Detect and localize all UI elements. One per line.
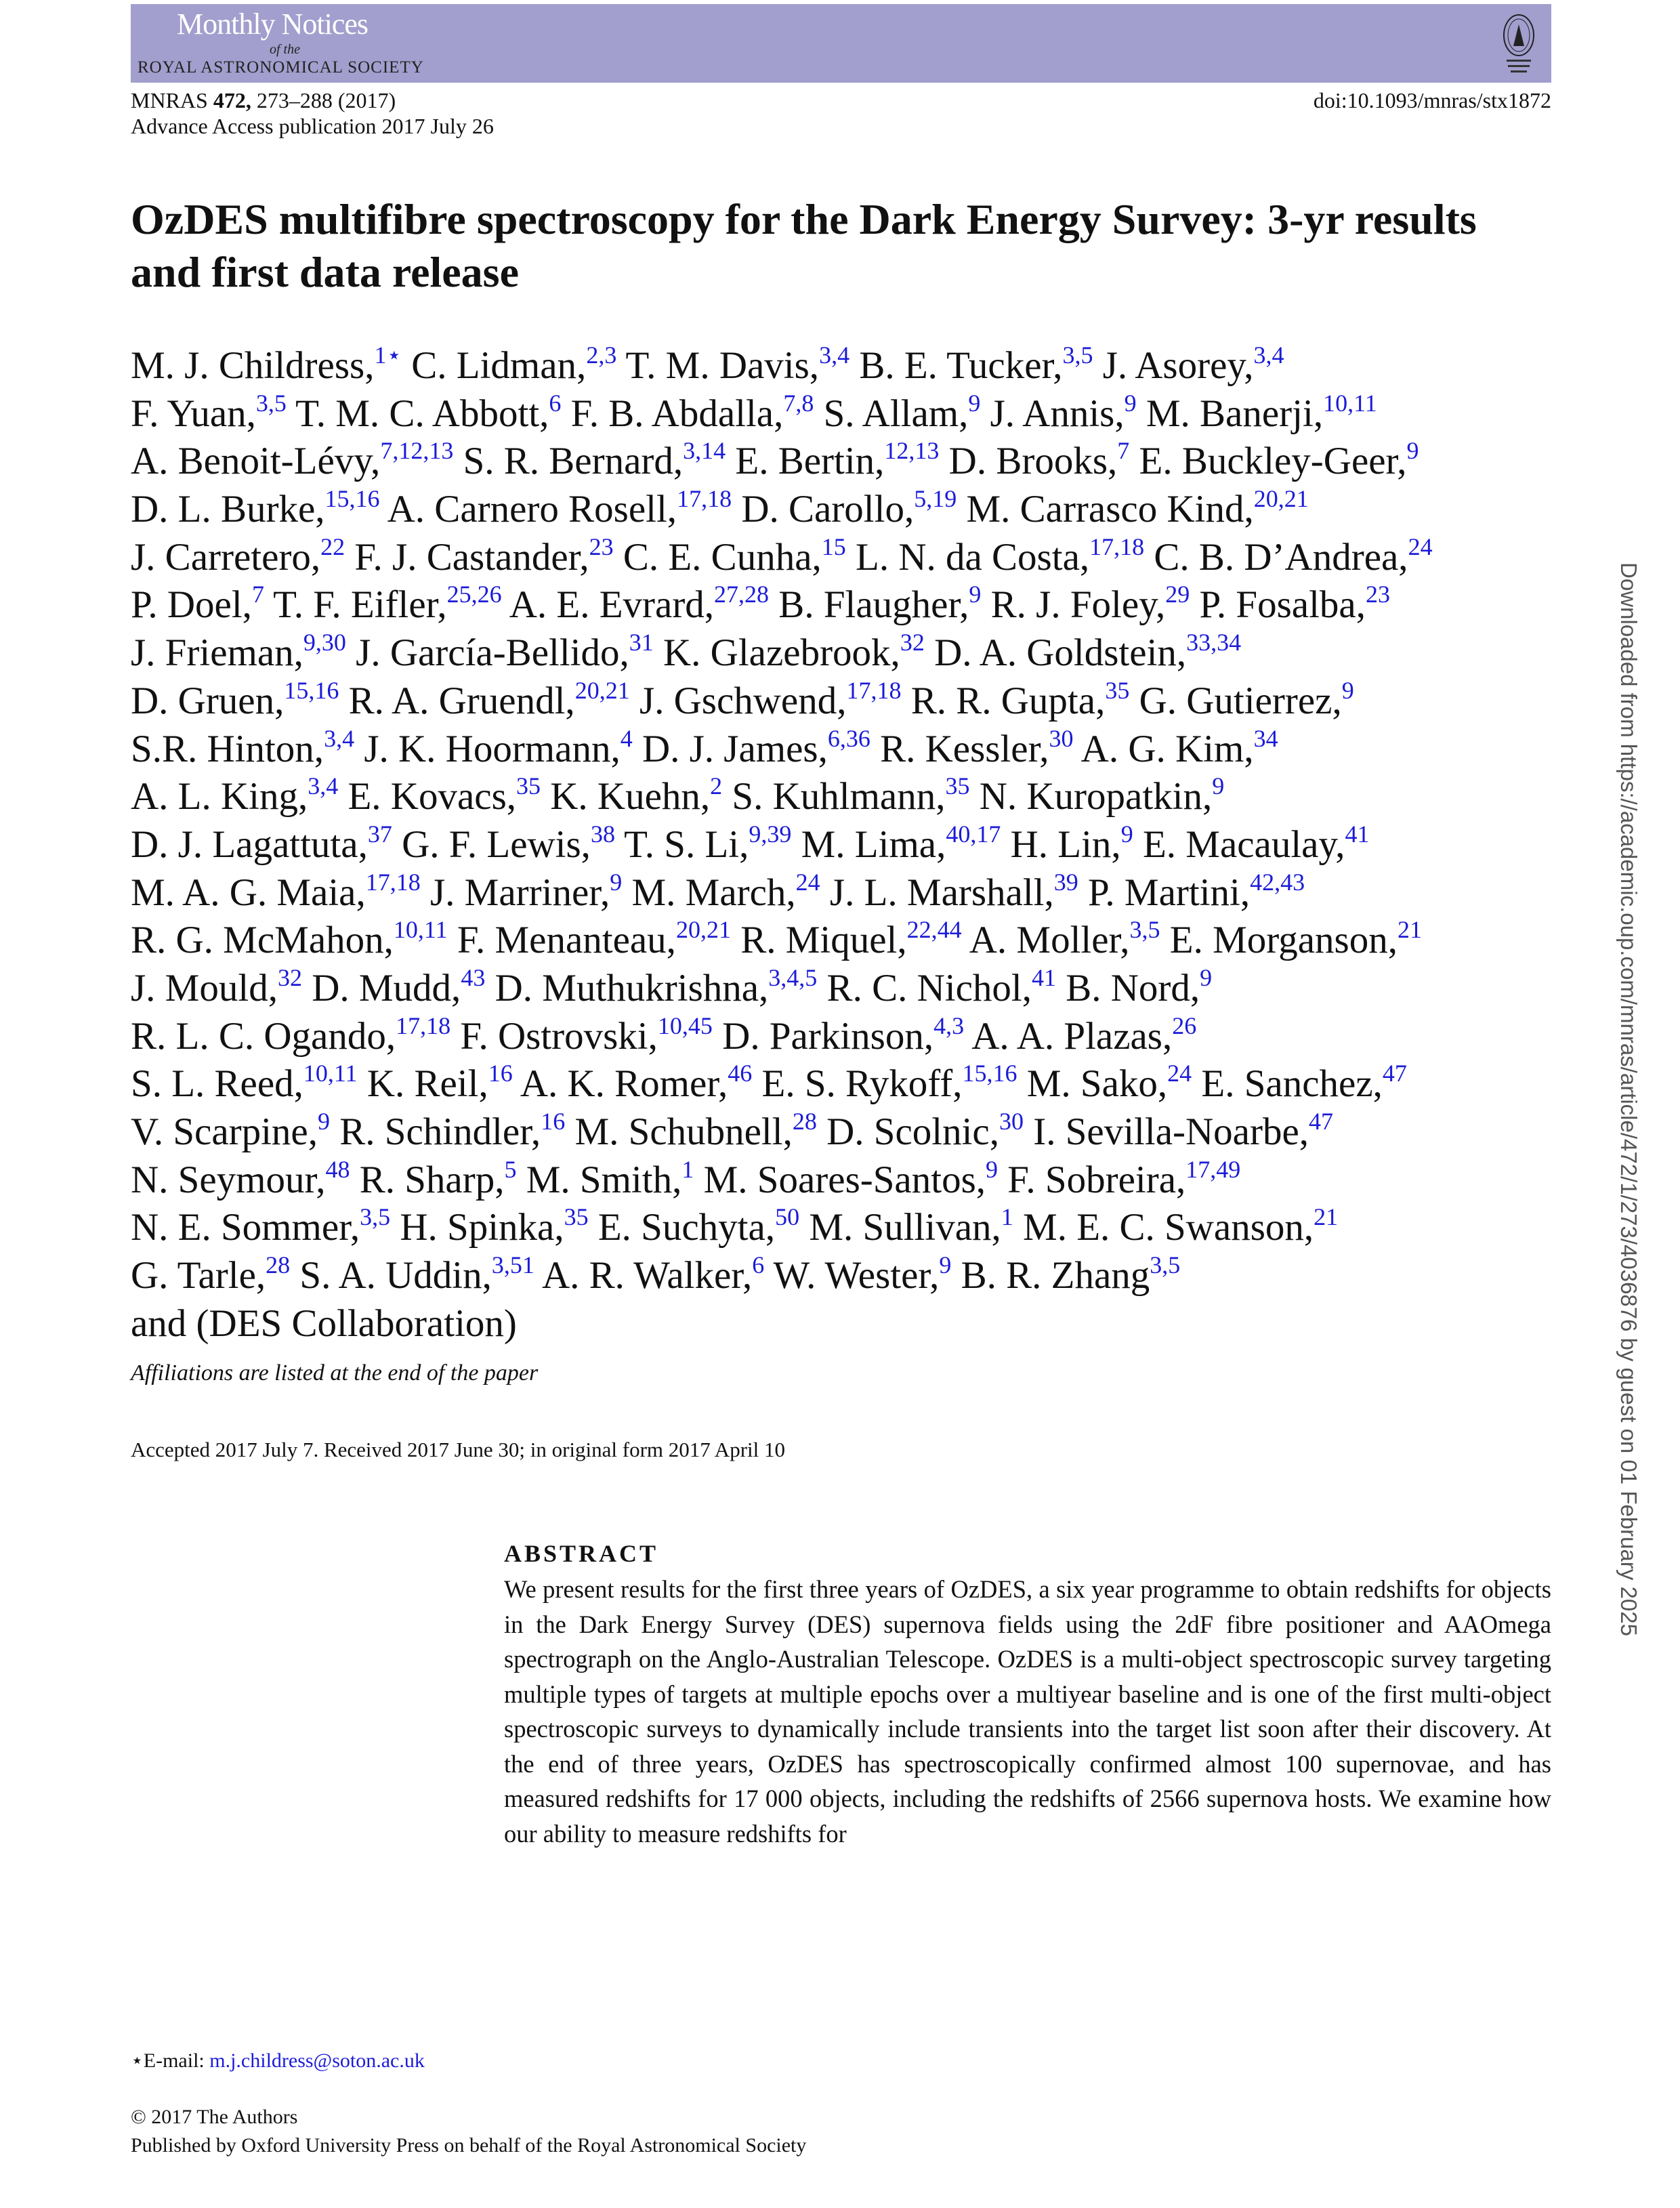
affiliation-ref-link[interactable]: 3,4 — [324, 724, 355, 752]
author: S. Allam, — [823, 392, 969, 435]
author: D. Brooks, — [948, 440, 1118, 483]
affiliation-ref-link[interactable]: 9 — [610, 868, 623, 896]
affiliation-ref-link[interactable]: 9 — [1341, 676, 1354, 704]
author: N. Seymour, — [131, 1158, 326, 1201]
affiliation-ref-link[interactable]: 7 — [251, 581, 264, 608]
affiliation-ref-link[interactable]: 3,5 — [1062, 341, 1093, 369]
author-line — [131, 1204, 1433, 1252]
author: P. Martini, — [1088, 871, 1251, 914]
affiliation-ref-link[interactable]: 9 — [1212, 772, 1225, 800]
affiliation-ref-link[interactable]: 9 — [317, 1108, 330, 1135]
author: E. Bertin, — [735, 440, 885, 483]
author: S. A. Uddin, — [299, 1254, 492, 1297]
affiliation-ref-link[interactable]: 21 — [1397, 916, 1422, 944]
paper-title: OzDES multifibre spectroscopy for the Dark Energy Survey: 3-yr results and first data release — [131, 195, 1477, 296]
author: E. Buckley-Geer, — [1139, 440, 1407, 483]
author: K. Reil, — [366, 1062, 488, 1106]
author-line — [131, 534, 1433, 582]
author: S. R. Bernard, — [463, 440, 684, 483]
affiliation-ref-link[interactable]: 46 — [728, 1060, 753, 1087]
affiliation-ref-link[interactable]: 17,18 — [1089, 533, 1145, 560]
affiliation-ref-link[interactable]: 3,51 — [491, 1251, 534, 1279]
affiliation-ref-link[interactable]: 25,26 — [446, 581, 502, 608]
author: A. Benoit-Lévy, — [131, 440, 381, 483]
author: S.R. Hinton, — [131, 727, 324, 770]
affiliation-ref-link[interactable]: 15,16 — [962, 1060, 1017, 1087]
author: A. K. Romer, — [520, 1062, 728, 1106]
affiliation-ref-link[interactable]: 10,11 — [393, 916, 448, 944]
author: and (DES Collaboration) — [131, 1301, 517, 1345]
copyright-block — [131, 2103, 806, 2160]
author: F. B. Abdalla, — [570, 392, 784, 435]
affiliation-ref-link[interactable]: 3,4 — [308, 772, 339, 800]
download-watermark: Downloaded from https://academic.oup.com/mnras/article/472/1/273/4036876 by guest on 01 February 2025 — [1616, 562, 1641, 1636]
author: E. Kovacs, — [348, 775, 516, 818]
affiliation-ref-link[interactable]: 35 — [945, 772, 970, 800]
affiliation-ref-link[interactable]: 9 — [968, 389, 981, 417]
affiliation-ref-link[interactable]: 3,4 — [1253, 341, 1284, 369]
author: I. Sevilla-Noarbe, — [1033, 1110, 1309, 1153]
journal-of-the: of the — [270, 42, 300, 57]
affiliation-ref-link[interactable]: 29 — [1165, 581, 1190, 608]
author: A. R. Walker, — [541, 1254, 753, 1297]
author: E. Morganson, — [1169, 919, 1398, 962]
author: E. Suchyta, — [597, 1206, 776, 1249]
affiliation-ref-link[interactable]: 23 — [589, 533, 614, 560]
affiliation-ref-link[interactable]: 6 — [752, 1251, 765, 1279]
author: J. Carretero, — [131, 535, 321, 579]
author: J. K. Hoormann, — [364, 727, 621, 770]
author: J. Frieman, — [131, 631, 303, 675]
author-line — [131, 917, 1433, 965]
author: A. G. Kim, — [1080, 727, 1254, 770]
journal-banner — [131, 4, 1551, 83]
affiliation-ref-link[interactable]: 16 — [488, 1060, 513, 1087]
author: M. Sullivan, — [809, 1206, 1001, 1249]
author: M. Soares-Santos, — [703, 1158, 986, 1201]
author: R. R. Gupta, — [910, 679, 1106, 722]
affiliation-ref-link[interactable]: 12,13 — [884, 437, 940, 465]
author: M. E. C. Swanson, — [1023, 1206, 1314, 1249]
author: A. Moller, — [969, 919, 1130, 962]
affiliation-ref-link[interactable]: 4 — [620, 724, 633, 752]
author: M. Banerji, — [1146, 392, 1324, 435]
affiliation-ref-link[interactable]: 17,18 — [396, 1012, 451, 1039]
affiliation-ref-link[interactable]: 37 — [367, 820, 392, 848]
author: K. Glazebrook, — [663, 631, 900, 675]
affiliation-ref-link[interactable]: 48 — [325, 1155, 350, 1183]
affiliation-ref-link[interactable]: 9 — [969, 581, 982, 608]
author-line — [131, 1013, 1433, 1061]
author: W. Wester, — [773, 1254, 940, 1297]
affiliation-ref-link[interactable]: 38 — [590, 820, 615, 848]
affiliation-ref-link[interactable]: 32 — [900, 629, 925, 657]
affiliation-ref-link[interactable]: 33,34 — [1186, 629, 1242, 657]
affiliation-ref-link[interactable]: 10,11 — [303, 1060, 358, 1087]
author: D. J. Lagattuta, — [131, 822, 368, 866]
author: J. Annis, — [990, 392, 1125, 435]
affiliation-ref-link[interactable]: 35 — [1105, 676, 1130, 704]
author: M. A. G. Maia, — [131, 871, 366, 914]
affiliation-ref-link[interactable]: 31 — [629, 629, 654, 657]
author: H. Lin, — [1010, 822, 1121, 866]
author: R. G. McMahon, — [131, 919, 394, 962]
author: D. J. James, — [642, 727, 828, 770]
author: B. Flaugher, — [778, 583, 969, 627]
author-line — [131, 486, 1433, 534]
author: S. Kuhlmann, — [732, 775, 946, 818]
author: R. Sharp, — [359, 1158, 505, 1201]
affiliation-ref-link[interactable]: 43 — [461, 963, 486, 991]
affiliation-ref-link[interactable]: 35 — [564, 1203, 589, 1231]
author: F. J. Castander, — [354, 535, 589, 579]
author: N. E. Sommer, — [131, 1206, 360, 1249]
author: D. Scolnic, — [826, 1110, 999, 1153]
author-list — [131, 342, 1433, 1348]
affiliation-ref-link[interactable]: 10,11 — [1323, 389, 1377, 417]
author: A. E. Evrard, — [509, 583, 715, 627]
affiliations-note: Affiliations are listed at the end of the paper — [131, 1360, 539, 1386]
affiliation-ref-link[interactable]: 9 — [986, 1155, 999, 1183]
affiliation-ref-link[interactable]: 21 — [1314, 1203, 1339, 1231]
author-line — [131, 1252, 1433, 1300]
affiliation-ref-link[interactable]: 22 — [320, 533, 345, 560]
author: J. Asorey, — [1102, 344, 1254, 387]
author: E. Sanchez, — [1201, 1062, 1383, 1106]
affiliation-ref-link[interactable]: 27,28 — [714, 581, 770, 608]
affiliation-ref-link[interactable]: 17,18 — [846, 676, 902, 704]
affiliation-ref-link[interactable]: 34 — [1253, 724, 1278, 752]
abstract-heading: ABSTRACT — [504, 1540, 659, 1567]
author-line — [131, 581, 1433, 629]
author: D. Carollo, — [741, 488, 915, 531]
author: A. L. King, — [131, 775, 308, 818]
affiliation-ref-link[interactable]: 35 — [516, 772, 541, 800]
author: B. Nord, — [1066, 966, 1200, 1009]
author: M. J. Childress, — [131, 344, 375, 387]
affiliation-ref-link[interactable]: 6,36 — [827, 724, 870, 752]
journal-name: Monthly Notices — [177, 7, 368, 41]
author-line — [131, 1108, 1433, 1157]
affiliation-ref-link[interactable]: 9 — [1406, 437, 1419, 465]
affiliation-ref-link[interactable]: 9 — [1120, 820, 1133, 848]
author: T. M. C. Abbott, — [295, 392, 549, 435]
affiliation-ref-link[interactable]: 9,39 — [749, 820, 792, 848]
author-line — [131, 629, 1433, 678]
author: M. Sako, — [1026, 1062, 1168, 1106]
author: E. Macaulay, — [1142, 822, 1345, 866]
author: D. A. Goldstein, — [934, 631, 1187, 675]
author: F. Ostrovski, — [460, 1014, 658, 1058]
journal-society: ROYAL ASTRONOMICAL SOCIETY — [138, 58, 424, 77]
author: D. Parkinson, — [722, 1014, 934, 1058]
author-line — [131, 342, 1433, 390]
author: F. Sobreira, — [1007, 1158, 1186, 1201]
author: J. García-Bellido, — [356, 631, 629, 675]
affiliation-ref-link[interactable]: 9 — [1200, 963, 1213, 991]
affiliation-ref-link[interactable]: 42,43 — [1250, 868, 1305, 896]
affiliation-ref-link[interactable]: 24 — [1408, 533, 1433, 560]
advance-access: Advance Access publication 2017 July 26 — [131, 114, 494, 138]
author: C. E. Cunha, — [623, 535, 822, 579]
author: M. Schubnell, — [574, 1110, 793, 1153]
author: V. Scarpine, — [131, 1110, 318, 1153]
affiliation-ref-link[interactable]: 3,14 — [683, 437, 726, 465]
author: A. Carnero Rosell, — [387, 488, 677, 531]
author: F. Menanteau, — [457, 919, 676, 962]
affiliation-ref-link[interactable]: 15,16 — [284, 676, 339, 704]
affiliation-ref-link[interactable]: 41 — [1031, 963, 1056, 991]
affiliation-ref-link[interactable]: 17,18 — [677, 485, 732, 513]
affiliation-ref-link[interactable]: 26 — [1172, 1012, 1197, 1039]
affiliation-ref-link[interactable]: 41 — [1345, 820, 1370, 848]
affiliation-ref-link[interactable]: 1⋆ — [374, 341, 402, 369]
affiliation-ref-link[interactable]: 16 — [541, 1108, 566, 1135]
author: J. Marriner, — [429, 871, 610, 914]
affiliation-ref-link[interactable]: 17,18 — [365, 868, 421, 896]
affiliation-ref-link[interactable]: 32 — [277, 963, 302, 991]
affiliation-ref-link[interactable]: 3,5 — [255, 389, 287, 417]
author: D. Muthukrishna, — [495, 966, 769, 1009]
affiliation-ref-link[interactable]: 3,4 — [819, 341, 850, 369]
author-line — [131, 965, 1433, 1013]
affiliation-ref-link[interactable]: 2,3 — [586, 341, 617, 369]
publisher: Published by Oxford University Press on behalf of the Royal Astronomical Society — [131, 2134, 807, 2157]
author: L. N. da Costa, — [856, 535, 1090, 579]
author: M. March, — [631, 871, 796, 914]
author: T. F. Eifler, — [273, 583, 447, 627]
author-line — [131, 678, 1433, 726]
affiliation-ref-link[interactable]: 7,12,13 — [380, 437, 454, 465]
author: G. Tarle, — [131, 1254, 266, 1297]
affiliation-ref-link[interactable]: 47 — [1309, 1108, 1333, 1135]
affiliation-ref-link[interactable]: 9,30 — [303, 629, 346, 657]
affiliation-ref-link[interactable]: 28 — [792, 1108, 817, 1135]
author: F. Yuan, — [131, 392, 256, 435]
author: R. C. Nichol, — [826, 966, 1032, 1009]
author-line — [131, 1300, 1433, 1348]
author: B. R. Zhang — [961, 1254, 1150, 1297]
author: R. Miquel, — [740, 919, 907, 962]
doi[interactable]: doi:10.1093/mnras/stx1872 — [1313, 88, 1551, 112]
author: P. Fosalba, — [1199, 583, 1366, 627]
author: E. S. Rykoff, — [761, 1062, 963, 1106]
author-line — [131, 821, 1433, 869]
affiliation-ref-link[interactable]: 20,21 — [1253, 485, 1309, 513]
affiliation-ref-link[interactable]: 24 — [795, 868, 820, 896]
author: R. Kessler, — [880, 727, 1049, 770]
author-line — [131, 390, 1433, 438]
copyright: © 2017 The Authors — [131, 2106, 298, 2128]
affiliation-ref-link[interactable]: 30 — [1049, 724, 1074, 752]
affiliation-ref-link[interactable]: 4,3 — [933, 1012, 965, 1039]
author: D. Gruen, — [131, 679, 285, 722]
affiliation-ref-link[interactable]: 39 — [1053, 868, 1078, 896]
author: R. L. C. Ogando, — [131, 1014, 396, 1058]
footnote-email: ⋆E-mail: m.j.childress@soton.ac.uk — [131, 2049, 425, 2072]
affiliation-ref-link[interactable]: 7 — [1117, 437, 1130, 465]
author: S. L. Reed, — [131, 1062, 303, 1106]
affiliation-ref-link[interactable]: 9 — [1124, 389, 1137, 417]
author: P. Doel, — [131, 583, 252, 627]
author-line — [131, 726, 1433, 774]
author: N. Kuropatkin, — [979, 775, 1213, 818]
author: R. A. Gruendl, — [348, 679, 575, 722]
author: D. Mudd, — [312, 966, 461, 1009]
affiliation-ref-link[interactable]: 1 — [1001, 1203, 1013, 1231]
author: R. J. Foley, — [990, 583, 1166, 627]
affiliation-ref-link[interactable]: 20,21 — [675, 916, 731, 944]
ras-seal-logo — [1497, 12, 1540, 80]
author: R. Schindler, — [339, 1110, 541, 1153]
citation: MNRAS 472, 273–288 (2017) — [131, 88, 396, 112]
affiliation-ref-link[interactable]: 5,19 — [914, 485, 957, 513]
affiliation-ref-link[interactable]: 17,49 — [1185, 1155, 1241, 1183]
affiliation-ref-link[interactable]: 3,4,5 — [768, 963, 818, 991]
author: C. Lidman, — [411, 344, 587, 387]
author-line — [131, 1060, 1433, 1108]
affiliation-ref-link[interactable]: 40,17 — [946, 820, 1001, 848]
author-line — [131, 438, 1433, 486]
author: G. Gutierrez, — [1139, 679, 1342, 722]
affiliation-ref-link[interactable]: 23 — [1365, 581, 1390, 608]
affiliation-ref-link[interactable]: 22,44 — [906, 916, 962, 944]
affiliation-ref-link[interactable]: 20,21 — [574, 676, 630, 704]
author: J. L. Marshall, — [829, 871, 1054, 914]
author: C. B. D’Andrea, — [1154, 535, 1408, 579]
author-line — [131, 773, 1433, 821]
author: M. Lima, — [801, 822, 946, 866]
author: H. Spinka, — [400, 1206, 564, 1249]
author: M. Carrasco Kind, — [966, 488, 1254, 531]
author: K. Kuehn, — [550, 775, 711, 818]
affiliation-ref-link[interactable]: 7,8 — [783, 389, 814, 417]
affiliation-ref-link[interactable]: 28 — [266, 1251, 291, 1279]
author: B. E. Tucker, — [859, 344, 1063, 387]
affiliation-ref-link[interactable]: 10,45 — [657, 1012, 713, 1039]
affiliation-ref-link[interactable]: 15 — [821, 533, 846, 560]
author: T. M. Davis, — [625, 344, 820, 387]
affiliation-ref-link[interactable]: 3,5 — [360, 1203, 391, 1231]
author: M. Smith, — [526, 1158, 682, 1201]
author: J. Mould, — [131, 966, 278, 1009]
author-line — [131, 1157, 1433, 1205]
affiliation-ref-link[interactable]: 30 — [999, 1108, 1024, 1135]
affiliation-ref-link[interactable]: 9 — [939, 1251, 952, 1279]
author: T. S. Li, — [624, 822, 749, 866]
affiliation-ref-link[interactable]: 1 — [681, 1155, 694, 1183]
abstract-text: We present results for the first three years of OzDES, a six year programme to obtain redshifts for objects in the Dark Energy Survey (DES) supernova fields using the 2dF fibre positioner and AAOmega spectrograph on the Anglo-Australian Telescope. OzDES is a multi-object spectroscopic survey targeting multiple types of targets at multiple epochs over a multiyear baseline and is one of the first multi-object spectroscopic surveys to dynamically include transients into the target list soon after their discovery. At the end of three years, OzDES has spectroscopically confirmed almost 100 supernovae, and has measured redshifts for 17 000 objects, including the redshifts of 2566 supernova hosts. We examine how our ability to measure redshifts for — [504, 1575, 1551, 1848]
affiliation-ref-link[interactable]: 6 — [549, 389, 562, 417]
affiliation-ref-link[interactable]: 47 — [1382, 1060, 1407, 1087]
received-dates: Accepted 2017 July 7. Received 2017 June 30; in original form 2017 April 10 — [131, 1438, 785, 1461]
affiliation-ref-link[interactable]: 5 — [504, 1155, 517, 1183]
affiliation-ref-link[interactable]: 24 — [1167, 1060, 1192, 1087]
author: A. A. Plazas, — [971, 1014, 1173, 1058]
affiliation-ref-link[interactable]: 3,5 — [1150, 1251, 1181, 1279]
author: J. Gschwend, — [639, 679, 847, 722]
author-line — [131, 869, 1433, 917]
author: G. F. Lewis, — [402, 822, 591, 866]
affiliation-ref-link[interactable]: 3,5 — [1129, 916, 1160, 944]
email-link[interactable]: m.j.childress@soton.ac.uk — [209, 2049, 425, 2072]
affiliation-ref-link[interactable]: 50 — [775, 1203, 800, 1231]
affiliation-ref-link[interactable]: 2 — [710, 772, 723, 800]
affiliation-ref-link[interactable]: 15,16 — [324, 485, 380, 513]
author: D. L. Burke, — [131, 488, 325, 531]
